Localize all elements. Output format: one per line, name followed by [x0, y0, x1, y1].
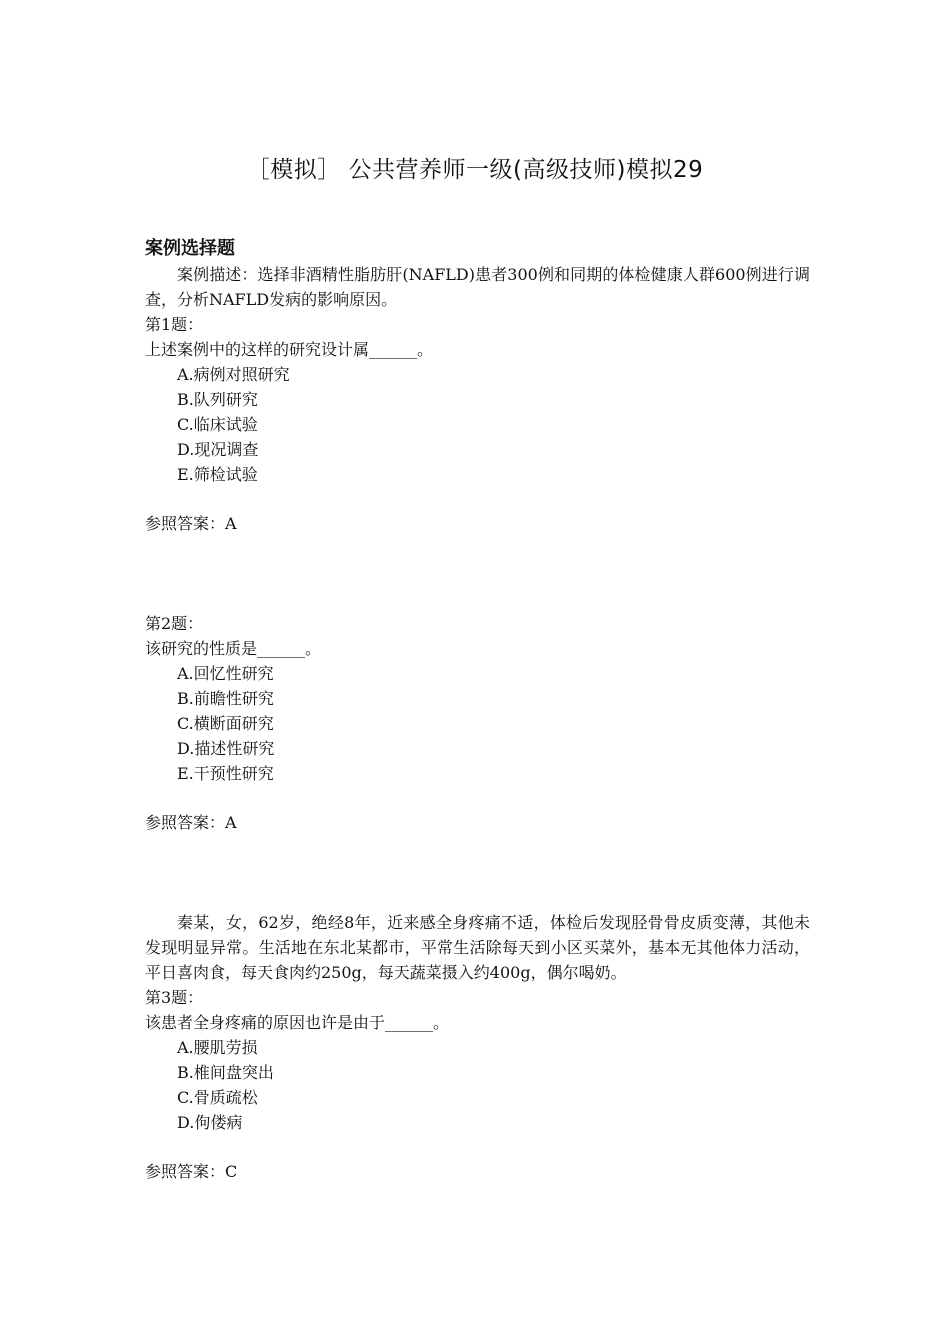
- option-item: A.回忆性研究: [177, 664, 274, 683]
- question-number: 第3题：: [145, 988, 204, 1007]
- question-block: [145, 985, 810, 1184]
- reference-answer: 参照答案：C: [145, 1162, 238, 1181]
- option-item: B.椎间盘突出: [177, 1063, 274, 1082]
- option-item: C.临床试验: [177, 415, 258, 434]
- option-item: D.佝偻病: [177, 1113, 243, 1132]
- option-item: E.筛检试验: [177, 465, 258, 484]
- section-heading: 案例选择题: [145, 238, 235, 259]
- option-item: B.前瞻性研究: [177, 689, 274, 708]
- question-number: 第1题：: [145, 315, 204, 334]
- option-item: A.病例对照研究: [177, 365, 290, 384]
- option-item: E.干预性研究: [177, 764, 274, 783]
- spacer: [145, 835, 810, 910]
- reference-answer: 参照答案：A: [145, 514, 237, 533]
- spacer: [145, 536, 810, 611]
- option-item: D.现况调查: [177, 440, 259, 459]
- question-block: [145, 611, 810, 835]
- question-stem: 该研究的性质是______。: [145, 639, 322, 658]
- question-stem: 上述案例中的这样的研究设计属______。: [145, 340, 434, 359]
- question-block: [145, 312, 810, 536]
- document-title: ［模拟］ 公共营养师一级(高级技师)模拟29: [246, 157, 704, 183]
- reference-answer: 参照答案：A: [145, 813, 237, 832]
- document-body: [145, 236, 810, 1184]
- option-item: C.横断面研究: [177, 714, 274, 733]
- option-item: D.描述性研究: [177, 739, 275, 758]
- case-description: 案例描述：选择非酒精性脂肪肝(NAFLD)患者300例和同期的体检健康人群600例进行调查，分析NAFLD发病的影响原因。: [145, 265, 810, 309]
- option-item: A.腰肌劳损: [177, 1038, 258, 1057]
- question-number: 第2题：: [145, 614, 204, 633]
- option-item: C.骨质疏松: [177, 1088, 258, 1107]
- question-stem: 该患者全身疼痛的原因也许是由于______。: [145, 1013, 450, 1032]
- option-item: B.队列研究: [177, 390, 258, 409]
- case-description: 秦某，女，62岁，绝经8年，近来感全身疼痛不适，体检后发现胫骨骨皮质变薄，其他未发现明显异常。生活地在东北某都市，平常生活除每天到小区买菜外，基本无其他体力活动，平日喜肉食，每天食肉约250g，每天蔬菜摄入约400g，偶尔喝奶。: [145, 913, 810, 982]
